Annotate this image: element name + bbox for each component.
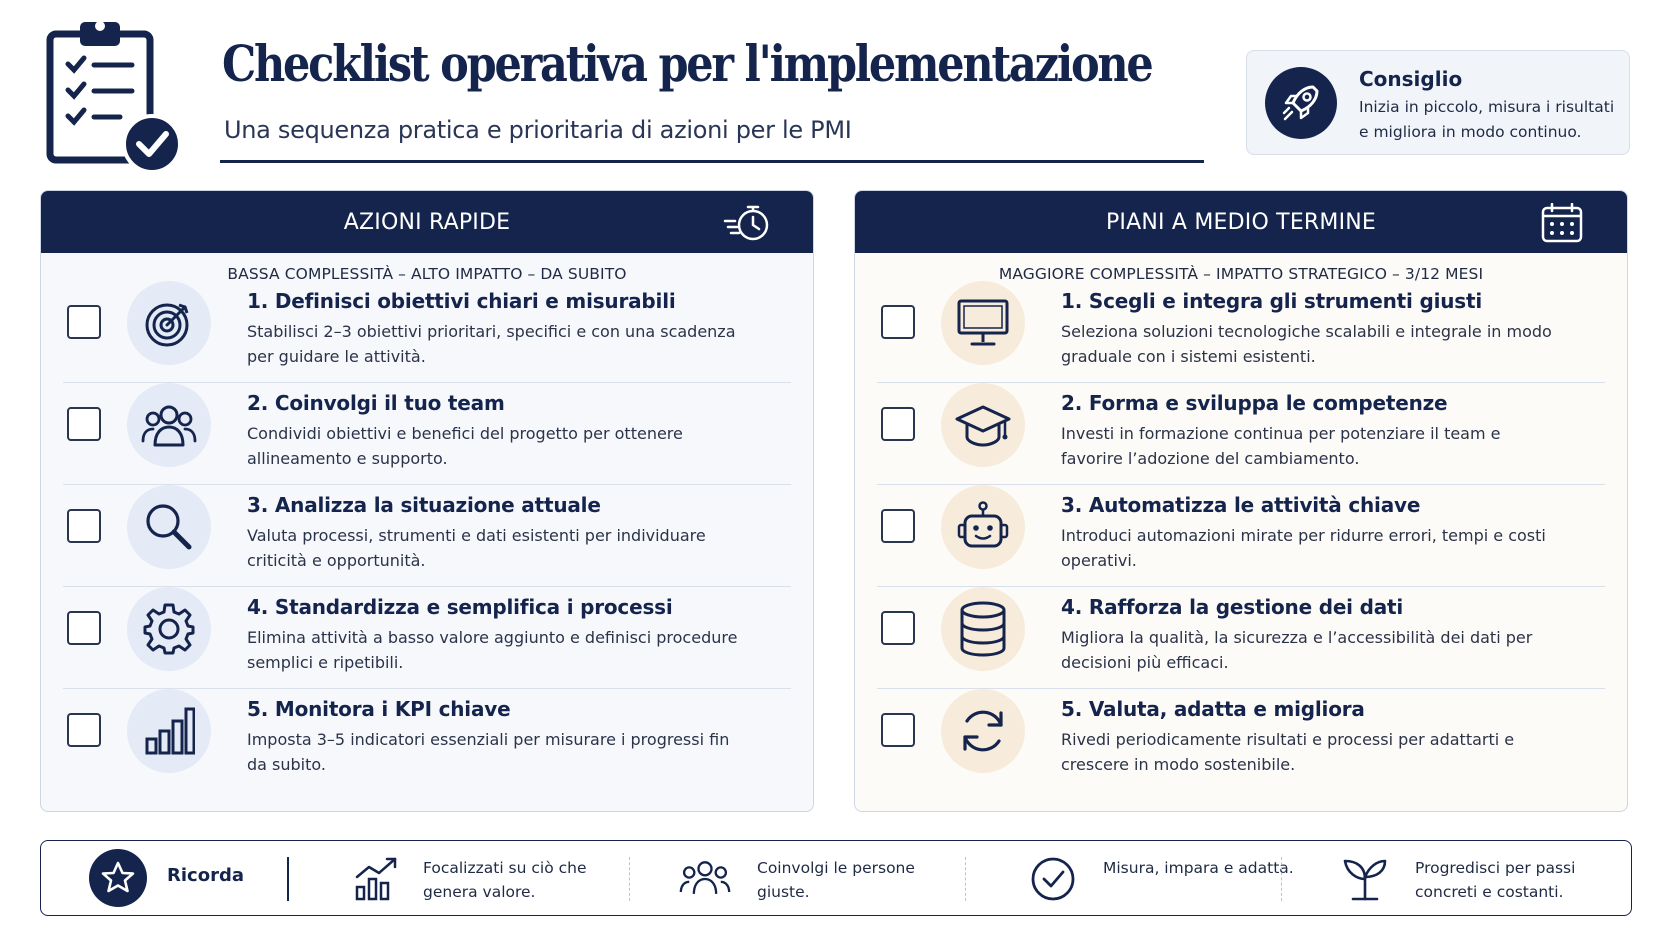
calendar-icon (1537, 203, 1587, 243)
medium-term-panel (854, 190, 1628, 812)
item-checkbox[interactable] (881, 407, 915, 441)
item-description: Rivedi periodicamente risultati e processi per adattarti e crescere in modo sostenibile. (1061, 730, 1515, 774)
panel-title: AZIONI RAPIDE (343, 209, 511, 235)
refresh-icon (941, 689, 1025, 773)
quick-actions-panel (40, 190, 814, 812)
item-checkbox[interactable] (67, 305, 101, 339)
item-title: 5. Monitora i KPI chiave (247, 697, 511, 721)
target-icon (127, 281, 211, 365)
growth-chart-icon (353, 855, 405, 903)
item-description: Seleziona soluzioni tecnologiche scalabili e integrale in modo graduale con i sistemi esistenti. (1061, 322, 1552, 366)
magnifier-icon (127, 485, 211, 569)
rocket-icon (1265, 67, 1337, 139)
people-icon (679, 855, 731, 903)
item-description: Investi in formazione continua per potenziare il team e favorire l’adozione del cambiamento. (1061, 424, 1501, 468)
footer-divider (629, 857, 630, 901)
item-title: 2. Forma e sviluppa le competenze (1061, 391, 1448, 415)
clipboard-check-icon (46, 14, 180, 174)
gear-icon (127, 587, 211, 671)
item-checkbox[interactable] (67, 713, 101, 747)
item-description: Imposta 3–5 indicatori essenziali per misurare i progressi fin da subito. (247, 730, 730, 774)
item-description: Migliora la qualità, la sicurezza e l’accessibilità dei dati per decisioni più efficaci. (1061, 628, 1533, 672)
check-circle-icon (1027, 855, 1079, 903)
item-checkbox[interactable] (67, 611, 101, 645)
checklist-item (63, 281, 791, 383)
item-checkbox[interactable] (881, 713, 915, 747)
footer-divider (287, 857, 289, 901)
item-description: Introduci automazioni mirate per ridurre errori, tempi e costi operativi. (1061, 526, 1546, 570)
item-title: 1. Definisci obiettivi chiari e misurabili (247, 289, 676, 313)
item-description: Elimina attività a basso valore aggiunto e definisci procedure semplici e ripetibili. (247, 628, 738, 672)
item-title: 4. Standardizza e semplifica i processi (247, 595, 673, 619)
stopwatch-icon (723, 203, 773, 243)
page-title: Checklist operativa per l'implementazione (222, 34, 1152, 93)
bar-chart-icon (127, 689, 211, 773)
team-icon (127, 383, 211, 467)
item-checkbox[interactable] (67, 509, 101, 543)
item-title: 3. Automatizza le attività chiave (1061, 493, 1421, 517)
item-description: Condividi obiettivi e benefici del progetto per ottenere allineamento e supporto. (247, 424, 683, 468)
checklist-item (63, 383, 791, 485)
item-checkbox[interactable] (67, 407, 101, 441)
checklist-item (63, 689, 791, 791)
checklist-item (877, 281, 1605, 383)
panel-header (41, 191, 813, 253)
checklist-item (877, 485, 1605, 587)
title-divider (220, 160, 1204, 163)
item-checkbox[interactable] (881, 305, 915, 339)
panel-subtitle: BASSA COMPLESSITÀ – ALTO IMPATTO – DA SUBITO (227, 265, 627, 283)
item-title: 4. Rafforza la gestione dei dati (1061, 595, 1404, 619)
page-subtitle: Una sequenza pratica e prioritaria di azioni per le PMI (224, 116, 852, 144)
reminder-bar (40, 840, 1632, 916)
checklist-item (63, 485, 791, 587)
robot-icon (941, 485, 1025, 569)
panel-title: PIANI A MEDIO TERMINE (1105, 209, 1377, 235)
sprout-icon (1339, 855, 1391, 903)
graduation-cap-icon (941, 383, 1025, 467)
checklist-item (877, 383, 1605, 485)
item-title: 5. Valuta, adatta e migliora (1061, 697, 1365, 721)
monitor-icon (941, 281, 1025, 365)
item-checkbox[interactable] (881, 611, 915, 645)
item-checkbox[interactable] (881, 509, 915, 543)
panel-subtitle: MAGGIORE COMPLESSITÀ – IMPATTO STRATEGICO – 3/12 MESI (998, 265, 1484, 283)
panel-header (855, 191, 1627, 253)
item-title: 3. Analizza la situazione attuale (247, 493, 601, 517)
tip-title: Consiglio (1359, 67, 1463, 91)
reminder-tip: Progredisci per passi concreti e costanti. (1415, 859, 1576, 901)
reminder-label: Ricorda (167, 865, 244, 886)
checklist-item (63, 587, 791, 689)
item-description: Valuta processi, strumenti e dati esistenti per individuare criticità e opportunità. (247, 526, 706, 570)
tip-card (1246, 50, 1630, 155)
checklist-item (877, 587, 1605, 689)
database-icon (941, 587, 1025, 671)
checklist-item (877, 689, 1605, 791)
item-description: Stabilisci 2–3 obiettivi prioritari, specifici e con una scadenza per guidare le attività. (247, 322, 736, 366)
reminder-tip: Coinvolgi le persone giuste. (757, 859, 915, 901)
footer-divider (965, 857, 966, 901)
reminder-tip: Misura, impara e adatta. (1103, 859, 1294, 877)
tip-text: Inizia in piccolo, misura i risultati e migliora in modo continuo. (1359, 98, 1615, 141)
footer-divider (1281, 857, 1282, 901)
item-title: 1. Scegli e integra gli strumenti giusti (1061, 289, 1482, 313)
reminder-tip: Focalizzati su ciò che genera valore. (423, 859, 587, 901)
star-icon (89, 849, 147, 907)
item-title: 2. Coinvolgi il tuo team (247, 391, 505, 415)
